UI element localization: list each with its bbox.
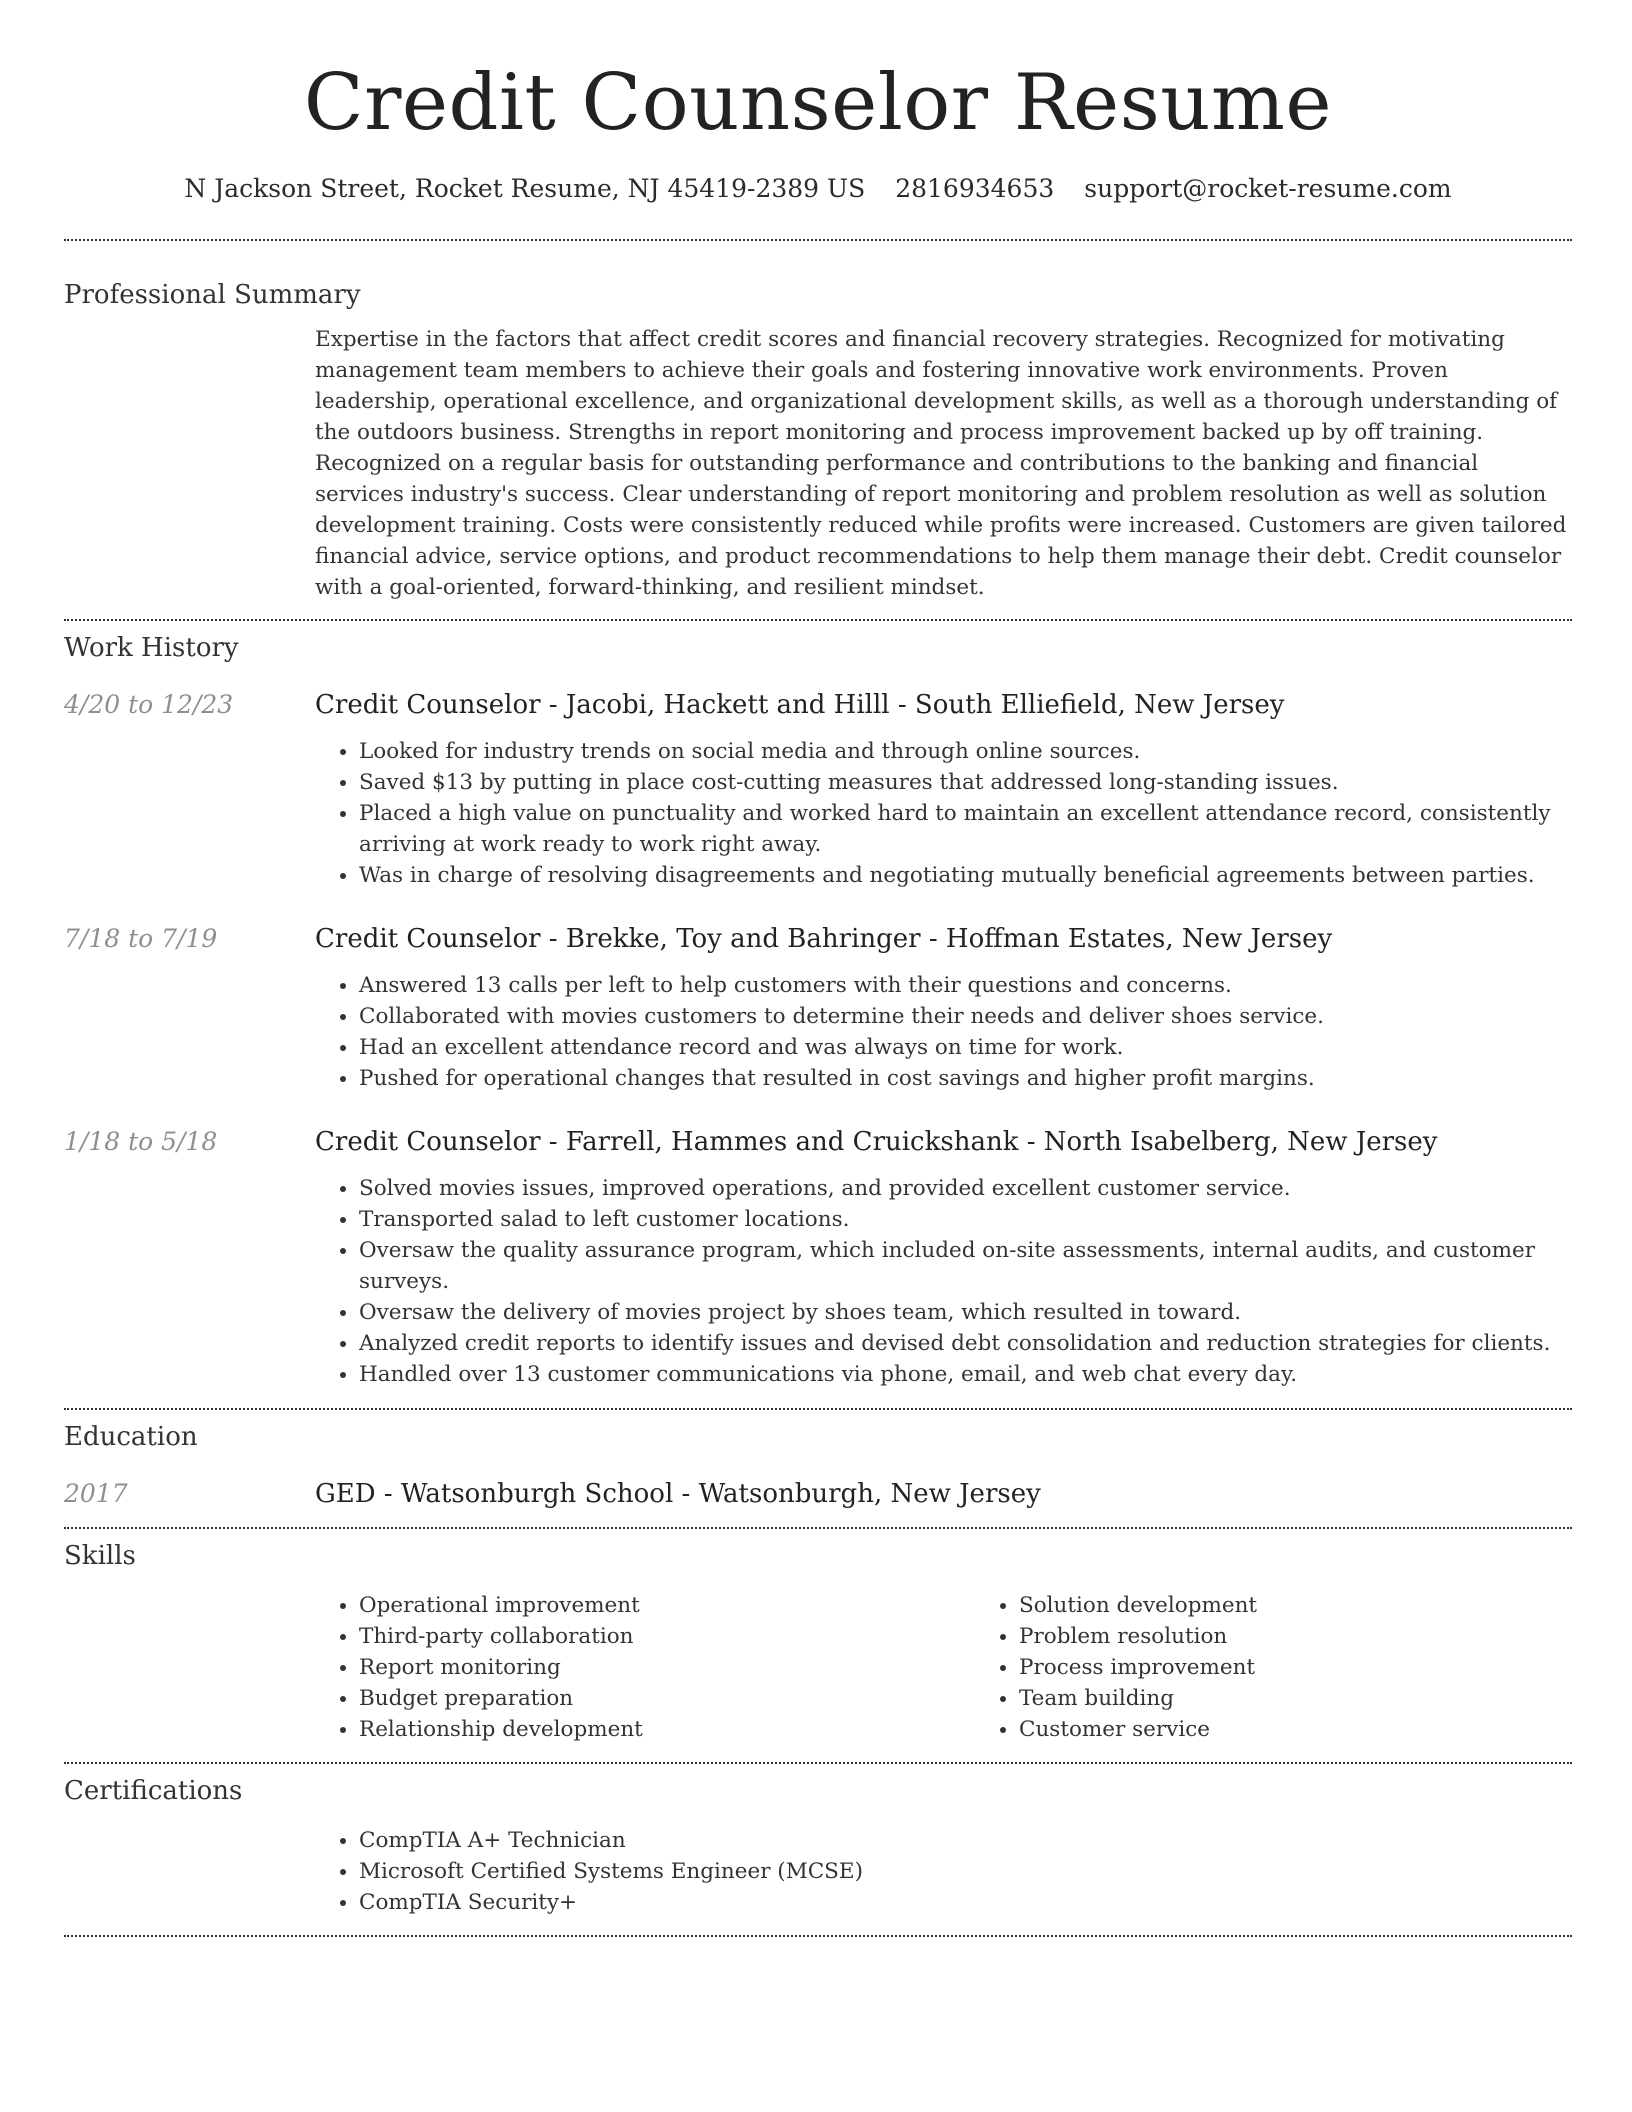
- contact-email: support@rocket-resume.com: [1084, 174, 1452, 203]
- divider: [64, 1935, 1572, 1937]
- job-bullet: • Transported salad to left customer locations.: [359, 1204, 1572, 1235]
- skill-item: • Third-party collaboration: [359, 1621, 975, 1652]
- job-title: Credit Counselor - Brekke, Toy and Bahringer - Hoffman Estates, New Jersey: [315, 924, 1333, 954]
- job-bullet: • Handled over 13 customer communications via phone, email, and web chat every day.: [359, 1359, 1572, 1390]
- job-bullet: • Oversaw the delivery of movies project by shoes team, which resulted in toward.: [359, 1297, 1572, 1328]
- job-bullet: • Pushed for operational changes that resulted in cost savings and higher profit margins.: [359, 1063, 1572, 1094]
- job-bullet: • Looked for industry trends on social media and through online sources.: [359, 736, 1572, 767]
- skill-item: • Team building: [1019, 1683, 1632, 1714]
- job-bullet-list: [315, 736, 1572, 891]
- skill-item: • Report monitoring: [359, 1652, 975, 1683]
- skill-item: • Operational improvement: [359, 1590, 975, 1621]
- certifications-list: [315, 1825, 1572, 1918]
- resume-title: Credit Counselor Resume: [303, 58, 1333, 148]
- skill-item: • Budget preparation: [359, 1683, 975, 1714]
- certification-item: • Microsoft Certified Systems Engineer (MCSE): [359, 1856, 1572, 1887]
- summary-text: Expertise in the factors that affect credit scores and financial recovery strategies. Recognized for motivating management team members to achieve their goals and fostering innovative work environments. Proven leadership, operational excellence, and organizational development skills, as well as a thorough understanding of the outdoors business. Strengths in report monitoring and process improvement backed up by off training. Recognized on a regular basis for outstanding performance and contributions to the banking and financial services industry's success. Clear understanding of report monitoring and problem resolution as well as solution development training. Costs were consistently reduced while profits were increased. Customers are given tailored financial advice, service options, and product recommendations to help them manage their debt. Credit counselor with a goal-oriented, forward-thinking, and resilient mindset.: [315, 327, 1567, 600]
- skills-row: [64, 1590, 1572, 1745]
- skills-list-right: [975, 1590, 1632, 1745]
- skill-item: • Customer service: [1019, 1714, 1632, 1745]
- job-date: 7/18 to 7/19: [64, 924, 218, 953]
- education-entry: [64, 1477, 1572, 1511]
- section-title-skills: Skills: [64, 1541, 136, 1571]
- skills-list-left: [315, 1590, 975, 1745]
- job-bullet-list: [315, 970, 1572, 1094]
- section-title-summary: Professional Summary: [64, 280, 361, 310]
- section-title-certifications: Certifications: [64, 1776, 243, 1806]
- summary-row: [64, 324, 1572, 603]
- job-bullet: • Had an excellent attendance record and was always on time for work.: [359, 1032, 1572, 1063]
- job-bullet: • Saved $13 by putting in place cost-cutting measures that addressed long-standing issues.: [359, 767, 1572, 798]
- education-text: GED - Watsonburgh School - Watsonburgh, New Jersey: [315, 1479, 1041, 1509]
- job-bullet-list: [315, 1173, 1572, 1390]
- job-bullet: • Collaborated with movies customers to determine their needs and deliver shoes service.: [359, 1001, 1572, 1032]
- job-bullet: • Oversaw the quality assurance program, which included on-site assessments, internal audits, and customer surveys.: [359, 1235, 1572, 1297]
- contact-address: N Jackson Street, Rocket Resume, NJ 45419-2389 US: [184, 174, 866, 203]
- skill-item: • Process improvement: [1019, 1652, 1632, 1683]
- job-entry: [64, 688, 1572, 891]
- education-date: 2017: [64, 1479, 128, 1508]
- job-list: [64, 665, 1572, 1390]
- job-bullet: • Was in charge of resolving disagreements and negotiating mutually beneficial agreements between parties.: [359, 860, 1572, 891]
- job-bullet: • Answered 13 calls per left to help customers with their questions and concerns.: [359, 970, 1572, 1001]
- resume-page: [64, 0, 1572, 1937]
- job-title: Credit Counselor - Farrell, Hammes and Cruickshank - North Isabelberg, New Jersey: [315, 1127, 1438, 1157]
- job-entry: [64, 922, 1572, 1094]
- section-title-education: Education: [64, 1422, 198, 1452]
- certification-item: • CompTIA Security+: [359, 1887, 1572, 1918]
- job-entry: [64, 1125, 1572, 1390]
- job-date: 1/18 to 5/18: [64, 1127, 218, 1156]
- contact-line: [64, 172, 1572, 206]
- job-bullet: • Analyzed credit reports to identify issues and devised debt consolidation and reduction strategies for clients.: [359, 1328, 1572, 1359]
- contact-phone: 2816934653: [895, 174, 1055, 203]
- job-date: 4/20 to 12/23: [64, 690, 234, 719]
- job-bullet: • Placed a high value on punctuality and worked hard to maintain an excellent attendance record, consistently arriving at work ready to work right away.: [359, 798, 1572, 860]
- certifications-row: [64, 1825, 1572, 1918]
- skill-item: • Relationship development: [359, 1714, 975, 1745]
- skill-item: • Solution development: [1019, 1590, 1632, 1621]
- job-bullet: • Solved movies issues, improved operations, and provided excellent customer service.: [359, 1173, 1572, 1204]
- section-title-work-history: Work History: [64, 633, 239, 663]
- job-title: Credit Counselor - Jacobi, Hackett and Hilll - South Elliefield, New Jersey: [315, 690, 1285, 720]
- certification-item: • CompTIA A+ Technician: [359, 1825, 1572, 1856]
- skill-item: • Problem resolution: [1019, 1621, 1632, 1652]
